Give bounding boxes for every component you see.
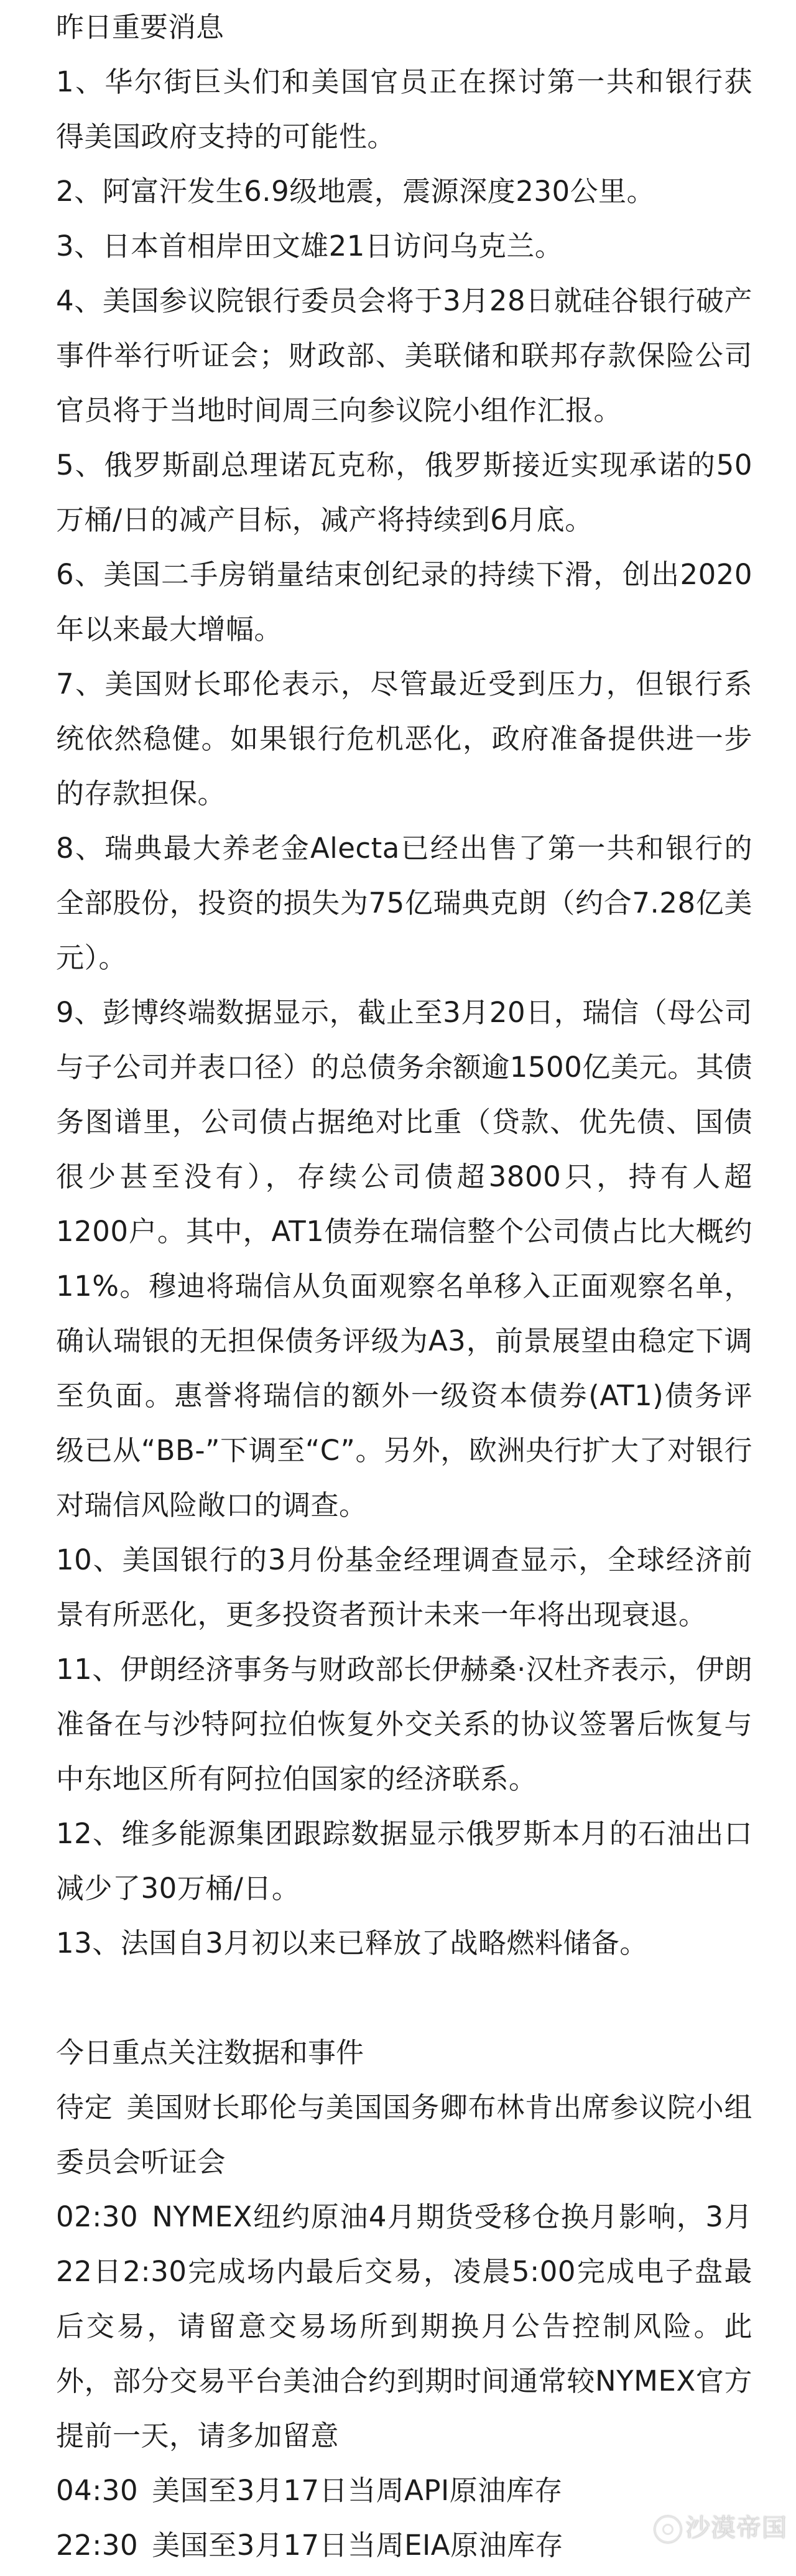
event-text: NYMEX纽约原油4月期货受移仓换月影响，3月22日2:30完成场内最后交易，凌晨5:00完成电子盘最后交易，请留意交易场所到期换月公告控制风险。此外，部分交易平台美油合约到期时间通常较NYMEX官方提前一天，请多加留意: [56, 2200, 752, 2452]
news-item: 10、美国银行的3月份基金经理调查显示，全球经济前景有所恶化，更多投资者预计未来一年将出现衰退。: [56, 1543, 752, 1631]
section-title-yesterday: 昨日重要消息: [56, 11, 224, 44]
watermark-text: 沙漠帝国: [685, 2514, 787, 2542]
event-time: 待定: [56, 2091, 113, 2124]
event-text: 美国财长耶伦与美国国务卿布林肯出席参议院小组委员会听证会: [56, 2091, 752, 2178]
event-time: 22:30: [56, 2529, 139, 2562]
news-item: 4、美国参议院银行委员会将于3月28日就硅谷银行破产事件举行听证会；财政部、美联储和联邦存款保险公司官员将于当地时间周三向参议院小组作汇报。: [56, 284, 752, 427]
news-item: 2、阿富汗发生6.9级地震，震源深度230公里。: [56, 175, 655, 208]
news-item: 9、彭博终端数据显示，截止至3月20日，瑞信（母公司与子公司并表口径）的总债务余额逾1500亿美元。其债务图谱里，公司债占据绝对比重（贷款、优先债、国债很少甚至没有），存续公司债超3800只，持有人超1200户。其中，AT1债券在瑞信整个公司债占比大概约11%。穆迪将瑞信从负面观察名单移入正面观察名单，确认瑞银的无担保债务评级为A3，前景展望由稳定下调至负面。惠誉将瑞信的额外一级资本债券(AT1)债务评级已从“BB-”下调至“C”。另外，欧洲央行扩大了对银行对瑞信风险敞口的调查。: [56, 996, 752, 1522]
event-list: [56, 2080, 752, 2573]
news-item: 8、瑞典最大养老金Alecta已经出售了第一共和银行的全部股份，投资的损失为75亿瑞典克朗（约合7.28亿美元）。: [56, 832, 752, 974]
event-time: 02:30: [56, 2200, 139, 2233]
news-item: 5、俄罗斯副总理诺瓦克称，俄罗斯接近实现承诺的50万桶/日的减产目标，减产将持续到6月底。: [56, 449, 752, 536]
event-item: [56, 2080, 752, 2190]
event-text: 美国至3月17日当周EIA原油库存: [152, 2529, 564, 2562]
news-item: 12、维多能源集团跟踪数据显示俄罗斯本月的石油出口减少了30万桶/日。: [56, 1817, 752, 1905]
event-time: 04:30: [56, 2474, 139, 2507]
event-item: [56, 2463, 752, 2518]
news-item: 11、伊朗经济事务与财政部长伊赫桑·汉杜齐表示，伊朗准备在与沙特阿拉伯恢复外交关系的协议签署后恢复与中东地区所有阿拉伯国家的经济联系。: [56, 1653, 752, 1795]
section-spacer: [56, 1971, 752, 2025]
news-item: 1、华尔街巨头们和美国官员正在探讨第一共和银行获得美国政府支持的可能性。: [56, 65, 752, 153]
news-item: 6、美国二手房销量结束创纪录的持续下滑，创出2020年以来最大增幅。: [56, 558, 752, 646]
news-item: 3、日本首相岸田文雄21日访问乌克兰。: [56, 230, 563, 263]
news-item: 13、法国自3月初以来已释放了战略燃料储备。: [56, 1927, 648, 1960]
event-item: [56, 2518, 752, 2573]
section-title-today: 今日重点关注数据和事件: [56, 2036, 364, 2069]
news-list: [56, 55, 752, 1971]
circle-logo-icon: [654, 2516, 682, 2543]
event-item: [56, 2190, 752, 2463]
event-text: 美国至3月17日当周API原油库存: [152, 2474, 563, 2507]
news-item: 7、美国财长耶伦表示，尽管最近受到压力，但银行系统依然稳健。如果银行危机恶化，政府准备提供进一步的存款担保。: [56, 667, 752, 810]
watermark: [654, 2508, 787, 2544]
